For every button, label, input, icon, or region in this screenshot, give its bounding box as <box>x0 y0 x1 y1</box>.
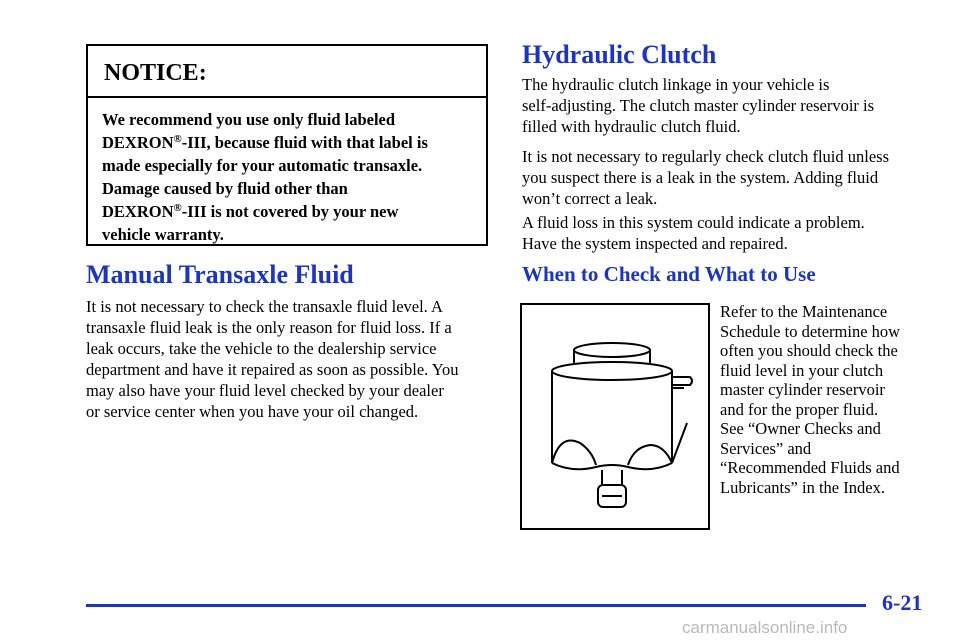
manual-transaxle-paragraph <box>86 296 459 422</box>
notice-brand: DEXRON <box>102 202 174 221</box>
text-line: fluid level in your clutch <box>720 360 884 380</box>
notice-text: -III, because fluid with that label is <box>181 133 428 152</box>
text-line: filled with hydraulic clutch fluid. <box>522 117 741 136</box>
text-line: It is not necessary to regularly check clutch fluid unless <box>522 147 890 166</box>
page-number: 6-21 <box>882 590 923 615</box>
hydraulic-paragraph-1 <box>522 74 874 137</box>
text-line: It is not necessary to check the transaxle fluid level. A <box>86 297 443 316</box>
text-line: A fluid loss in this system could indicate a problem. <box>522 213 865 232</box>
footer-rule <box>86 604 866 607</box>
notice-line: made especially for your automatic transaxle. <box>102 156 423 175</box>
when-to-check-paragraph <box>720 302 900 497</box>
notice-line: vehicle warranty. <box>102 225 224 244</box>
notice-body <box>88 98 486 246</box>
text-line: transaxle fluid leak is the only reason for fluid loss. If a <box>86 318 452 337</box>
text-line: “Recommended Fluids and <box>720 458 900 477</box>
registered-mark: ® <box>173 133 182 145</box>
notice-title: NOTICE: <box>88 46 486 98</box>
text-line: or service center when you have your oil changed. <box>86 402 419 421</box>
notice-line <box>102 200 472 223</box>
watermark[interactable]: carmanualsonline.info <box>682 618 848 637</box>
registered-mark: ® <box>173 202 182 214</box>
text-line: The hydraulic clutch linkage in your vehicle is <box>522 75 830 94</box>
notice-line: Damage caused by fluid other than <box>102 179 348 198</box>
text-line: Refer to the Maintenance <box>720 302 888 321</box>
clutch-reservoir-illustration <box>520 303 710 530</box>
text-line: master cylinder reservoir <box>720 380 885 399</box>
notice-brand: DEXRON <box>102 133 174 152</box>
text-line: self-adjusting. The clutch master cylinder reservoir is <box>522 96 875 115</box>
text-line: Services” and <box>720 438 812 458</box>
text-line: may also have your fluid level checked by your dealer <box>86 381 444 400</box>
text-line: Lubricants” in the Index. <box>720 477 885 497</box>
reservoir-drawing <box>522 305 712 532</box>
when-to-check-heading: When to Check and What to Use <box>522 262 816 286</box>
hydraulic-paragraph-3 <box>522 212 865 254</box>
text-line: and for the proper fluid. <box>720 399 879 419</box>
hydraulic-paragraph-2 <box>522 146 889 209</box>
text-line: Schedule to determine how <box>720 321 901 341</box>
notice-line <box>102 131 472 154</box>
text-line: Have the system inspected and repaired. <box>522 234 788 253</box>
text-line: leak occurs, take the vehicle to the dealership service <box>86 339 437 358</box>
hydraulic-clutch-heading: Hydraulic Clutch <box>522 40 717 69</box>
notice-line: We recommend you use only fluid labeled <box>102 110 396 129</box>
text-line: See “Owner Checks and <box>720 419 881 438</box>
text-line: you suspect there is a leak in the system. Adding fluid <box>522 168 879 187</box>
text-line: often you should check the <box>720 341 898 360</box>
text-line: department and have it repaired as soon as possible. You <box>86 360 459 379</box>
manual-transaxle-heading: Manual Transaxle Fluid <box>86 260 354 289</box>
text-line: won’t correct a leak. <box>522 189 658 208</box>
notice-text: -III is not covered by your new <box>181 202 399 221</box>
notice-box <box>86 44 488 246</box>
